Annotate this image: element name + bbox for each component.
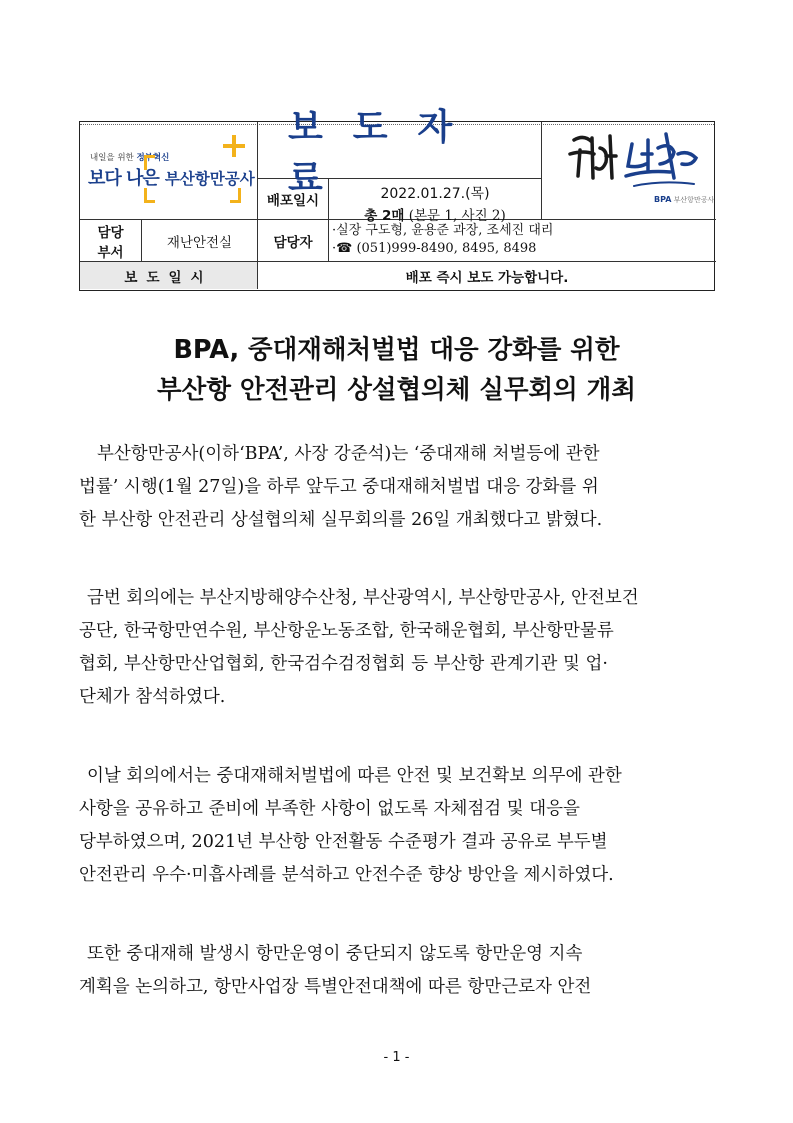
bpa-logo bbox=[80, 122, 258, 220]
calligraphy-icon bbox=[562, 128, 702, 198]
distribution-label: 배포일시 bbox=[266, 193, 320, 209]
header-table bbox=[79, 107, 715, 291]
logo-wordmark bbox=[88, 164, 255, 190]
person-label-cell bbox=[258, 220, 329, 262]
distribution-date: 2022.01.27.(목) bbox=[380, 186, 490, 202]
body-paragraph-4: 또한 중대재해 발생시 항만운영이 중단되지 않도록 항만운영 지속 계획을 논의하고, 항만사업장 특별안전대책에 따른 항만근로자 안전 bbox=[79, 944, 592, 997]
logo-org-name: 부산항만공사 bbox=[164, 170, 255, 188]
department-label-cell bbox=[80, 220, 142, 262]
headline bbox=[0, 330, 793, 410]
body-paragraph-3: 이날 회의에서는 중대재해처벌법에 따른 안전 및 보건확보 의무에 관한 사항을 공유하고 준비에 부족한 사항이 없도록 자체점검 및 대응을 당부하였으며, 2021년 부산항 안전활동 수준평가 결과 공유로 부두별 안전관리 우수·미흡사례를 분석하고 안전수준 향상 방안을 제시하였다. bbox=[79, 766, 622, 885]
person-value-cell bbox=[329, 220, 716, 262]
department-value: 재난안전실 bbox=[166, 234, 233, 251]
release-label-cell bbox=[80, 262, 258, 289]
distribution-value-cell bbox=[329, 179, 542, 224]
distribution-label-cell bbox=[258, 179, 329, 220]
body-paragraph-1: 부산항만공사(이하‘BPA’, 사장 강준석)는 ‘중대재해 처벌등에 관한 법률’ 시행(1월 27일)을 하루 앞두고 중대재해처벌법 대응 강화를 위 한 부산항 안전관리 상설협의체 실무회의를 26일 개최했다고 밝혔다. bbox=[79, 444, 603, 530]
person-phone: ·☎ (051)999-8490, 8495, 8498 bbox=[332, 241, 537, 256]
page-number: - 1 - bbox=[383, 1050, 410, 1065]
headline-line1: BPA, 중대재해처벌법 대응 강화를 위한 bbox=[173, 335, 620, 365]
distribution-pages: 총 2매 (본문 1, 사진 2) bbox=[364, 208, 506, 224]
plus-icon bbox=[223, 135, 245, 157]
department-label-line2: 부서 bbox=[97, 244, 124, 261]
department-value-cell bbox=[142, 220, 258, 262]
headline-line2: 부산항 안전관리 상설협의체 실무회의 개최 bbox=[157, 375, 636, 405]
bracket-bottom-right bbox=[230, 188, 241, 203]
release-value-cell bbox=[258, 262, 716, 289]
body-paragraph-2: 금번 회의에는 부산지방해양수산청, 부산광역시, 부산항만공사, 안전보건 공단, 한국항만연수원, 부산항운노동조합, 한국해운협회, 부산항만물류 협회, 부산항만산업협회, 한국검수검정협회 등 부산항 관계기관 및 업· 단체가 참석하였다. bbox=[79, 588, 639, 707]
department-label-line1: 담당 bbox=[97, 224, 124, 241]
person-names: ·실장 구도형, 윤용준 과장, 조세진 대리 bbox=[332, 223, 554, 238]
press-title: 보도자료 bbox=[288, 107, 483, 199]
brand-subline: BPA 부산항만공사 bbox=[654, 195, 715, 204]
person-label: 담당자 bbox=[273, 234, 313, 251]
brand-calligraphy-logo bbox=[542, 122, 716, 220]
release-label: 보도일시 bbox=[124, 269, 213, 286]
logo-slogan: 내일을 위한 정부혁신 bbox=[90, 153, 170, 163]
logo-main-text: 보다 나은 bbox=[88, 168, 159, 189]
bracket-bottom-left bbox=[144, 188, 155, 203]
release-value: 배포 즉시 보도 가능합니다. bbox=[405, 269, 569, 286]
